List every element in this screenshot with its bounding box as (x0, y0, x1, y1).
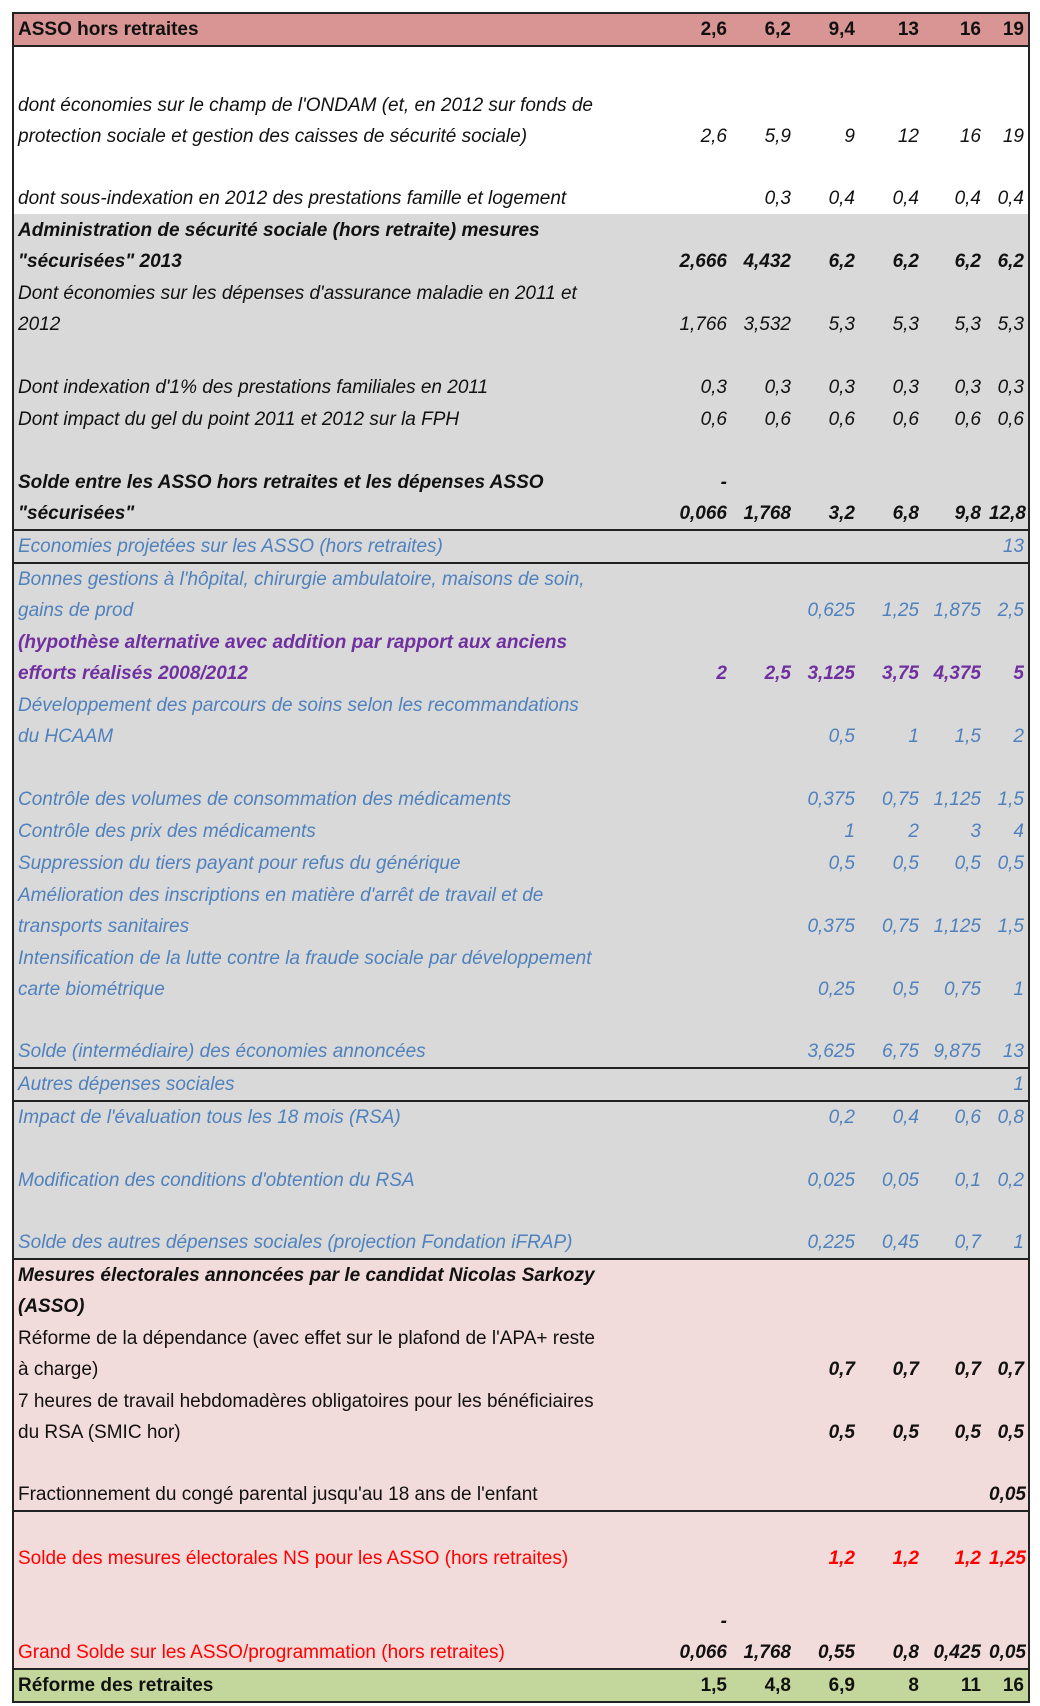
row-label: Economies projetées sur les ASSO (hors retraites) (13, 530, 603, 563)
table-row: ASSO hors retraites 2,6 6,2 9,4 13 16 19 (13, 13, 1029, 46)
table-row: Grand Solde sur les ASSO/programmation (hors retraites) - 0,066 1,768 0,55 0,8 0,425 0,05 (13, 1574, 1029, 1669)
row-label: Suppression du tiers payant pour refus du générique (18, 853, 461, 874)
row-label: dont sous-indexation en 2012 des prestations famille et logement (18, 188, 567, 209)
table-row: (hypothèse alternative avec addition par rapport aux anciens efforts réalisés 2008/2012 2 2,5 3,125 3,75 4,375 5 (13, 626, 1029, 689)
table-row: Suppression du tiers payant pour refus du générique 0,5 0,5 0,5 0,5 (13, 847, 1029, 879)
row-label: Dont économies sur les dépenses d'assurance maladie en 2011 et 2012 (18, 283, 577, 335)
row-label: 7 heures de travail hebdomadères obligatoires pour les bénéficiaires du RSA (SMIC hor) (18, 1391, 594, 1443)
table-row: Réforme de la dépendance (avec effet sur le plafond de l'APA+ reste à charge) 0,7 0,7 0,7 0,7 (13, 1322, 1029, 1385)
table-row: Développement des parcours de soins selon les recommandations du HCAAM 0,5 1 1,5 2 (13, 689, 1029, 752)
table-row: Intensification de la lutte contre la fraude sociale par développement carte biométrique 0,25 0,5 0,75 1 (13, 942, 1029, 1005)
table-row: Fractionnement du congé parental jusqu'au 18 ans de l'enfant 0,05 (13, 1448, 1029, 1511)
table-row: dont économies sur le champ de l'ONDAM (et, en 2012 sur fonds de protection sociale et gestion des caisses de sécurité sociale) 2,6 5,9 9 12 16 19 (13, 46, 1029, 152)
row-label: ASSO hors retraites (13, 13, 603, 46)
row-label: Solde entre les ASSO hors retraites et les dépenses ASSO "sécurisées" (13, 435, 603, 530)
row-label: Bonnes gestions à l'hôpital, chirurgie ambulatoire, maisons de soin, gains de prod (18, 569, 585, 621)
table-row: 7 heures de travail hebdomadères obligatoires pour les bénéficiaires du RSA (SMIC hor) 0,5 0,5 0,5 0,5 (13, 1385, 1029, 1448)
row-label: Solde des mesures électorales NS pour les ASSO (hors retraites) (18, 1548, 569, 1569)
table-row: Dont économies sur les dépenses d'assurance maladie en 2011 et 2012 1,766 3,532 5,3 5,3 5,3 5,3 (13, 277, 1029, 340)
table-row: Contrôle des volumes de consommation des médicaments 0,375 0,75 1,125 1,5 (13, 752, 1029, 815)
table-row: Economies projetées sur les ASSO (hors retraites) 13 (13, 530, 1029, 563)
table-row: Modification des conditions d'obtention du RSA 0,025 0,05 0,1 0,2 (13, 1133, 1029, 1196)
row-label: dont économies sur le champ de l'ONDAM (et, en 2012 sur fonds de protection sociale et gestion des caisses de sécurité sociale) (18, 95, 593, 147)
budget-table (12, 12, 1030, 1703)
table-row: Solde entre les ASSO hors retraites et les dépenses ASSO "sécurisées" - 0,066 1,768 3,2 6,8 9,8 12,8 (13, 435, 1029, 530)
table-row: Contrôle des prix des médicaments 1 2 3 4 (13, 815, 1029, 847)
row-label: Réforme des retraites (13, 1669, 603, 1702)
table-row: Impact de l'évaluation tous les 18 mois (RSA) 0,2 0,4 0,6 0,8 (13, 1101, 1029, 1133)
table-row (13, 1259, 1029, 1322)
row-label: Fractionnement du congé parental jusqu'au 18 ans de l'enfant (13, 1448, 603, 1511)
row-label: Administration de sécurité sociale (hors retraite) mesures "sécurisées" 2013 (18, 220, 540, 272)
row-label: Intensification de la lutte contre la fraude sociale par développement carte biométrique (18, 948, 592, 1000)
row-label: Dont indexation d'1% des prestations familiales en 2011 (18, 377, 489, 398)
row-label: Réforme de la dépendance (avec effet sur le plafond de l'APA+ reste à charge) (18, 1328, 595, 1380)
table-row: Amélioration des inscriptions en matière d'arrêt de travail et de transports sanitaires 0,375 0,75 1,125 1,5 (13, 879, 1029, 942)
row-label: Modification des conditions d'obtention du RSA (18, 1170, 415, 1191)
row-label: Impact de l'évaluation tous les 18 mois (RSA) (18, 1107, 401, 1128)
table-row: Solde des mesures électorales NS pour les ASSO (hors retraites) 1,2 1,2 1,2 1,25 (13, 1511, 1029, 1574)
table-row: dont sous-indexation en 2012 des prestations famille et logement 0,3 0,4 0,4 0,4 0,4 (13, 152, 1029, 214)
table-row: Administration de sécurité sociale (hors retraite) mesures "sécurisées" 2013 2,666 4,432 6,2 6,2 6,2 6,2 (13, 214, 1029, 277)
table-row: Dont indexation d'1% des prestations familiales en 2011 0,3 0,3 0,3 0,3 0,3 0,3 (13, 340, 1029, 403)
row-label: Grand Solde sur les ASSO/programmation (hors retraites) (18, 1642, 505, 1663)
row-label: Solde des autres dépenses sociales (projection Fondation iFRAP) (13, 1196, 603, 1259)
row-label: Amélioration des inscriptions en matière d'arrêt de travail et de transports sanitaires (18, 885, 544, 937)
table-row: Réforme des retraites 1,5 4,8 6,9 8 11 16 (13, 1669, 1029, 1702)
row-label: Développement des parcours de soins selon les recommandations du HCAAM (18, 695, 579, 747)
row-label: (hypothèse alternative avec addition par rapport aux anciens efforts réalisés 2008/2012 (18, 632, 568, 684)
table-row: Dont impact du gel du point 2011 et 2012 sur la FPH 0,6 0,6 0,6 0,6 0,6 0,6 (13, 403, 1029, 435)
table-row: Solde des autres dépenses sociales (projection Fondation iFRAP) 0,225 0,45 0,7 1 (13, 1196, 1029, 1259)
table-row: Autres dépenses sociales 1 (13, 1068, 1029, 1101)
table-row: Bonnes gestions à l'hôpital, chirurgie ambulatoire, maisons de soin, gains de prod 0,625 1,25 1,875 2,5 (13, 563, 1029, 626)
row-label: Contrôle des prix des médicaments (18, 821, 316, 842)
row-label: Mesures électorales annoncées par le candidat Nicolas Sarkozy (ASSO) (18, 1265, 595, 1317)
row-label: Solde (intermédiaire) des économies annoncées (13, 1005, 603, 1068)
row-label: Autres dépenses sociales (13, 1068, 603, 1101)
row-label: Dont impact du gel du point 2011 et 2012 sur la FPH (18, 409, 460, 430)
row-label: Contrôle des volumes de consommation des médicaments (18, 789, 512, 810)
table-row: Solde (intermédiaire) des économies annoncées 3,625 6,75 9,875 13 (13, 1005, 1029, 1068)
